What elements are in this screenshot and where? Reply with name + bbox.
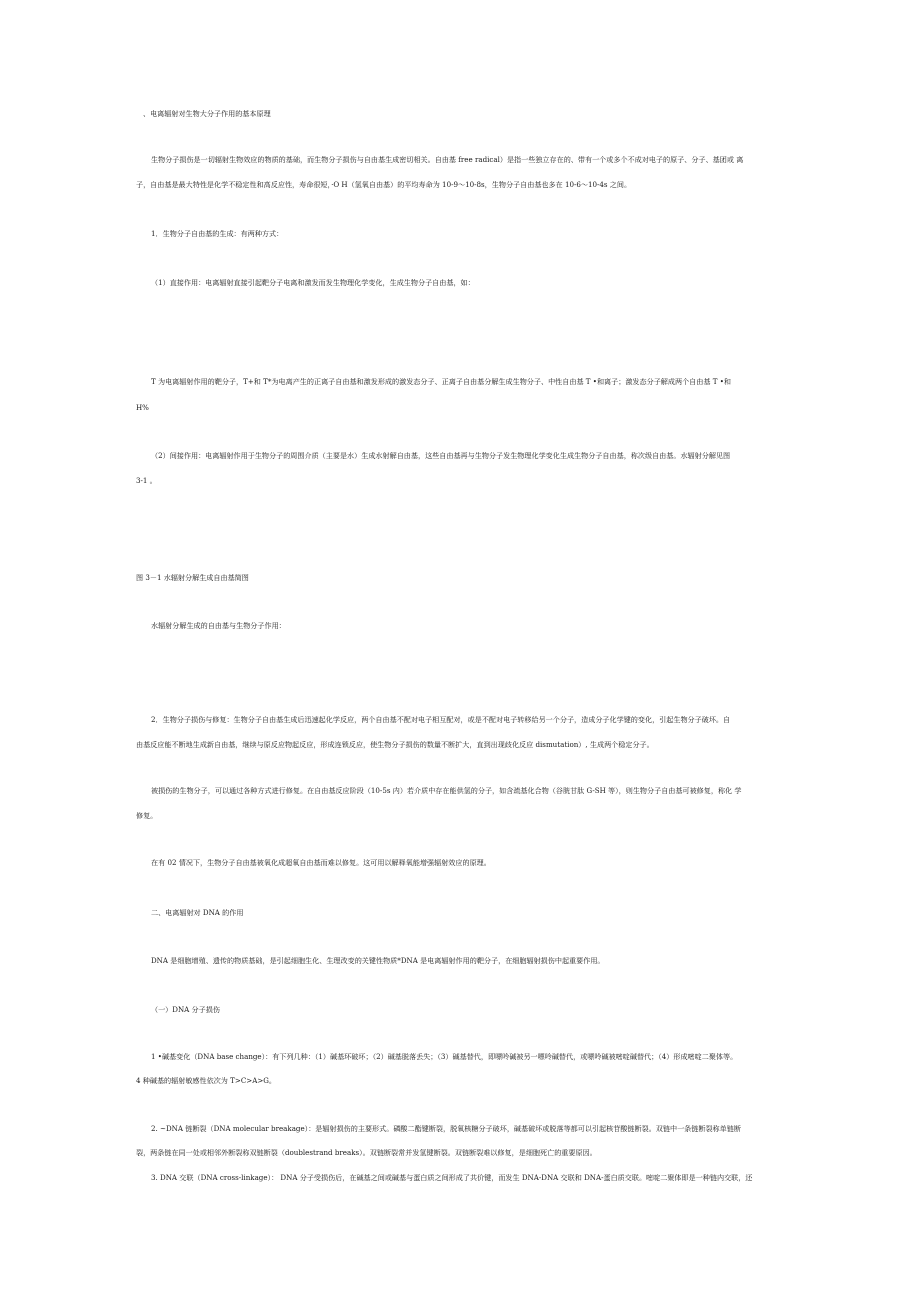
repair-line-2: 修复。 [136, 811, 158, 820]
water-radicals-line: 水辐射分解生成的自由基与生物分子作用： [151, 621, 286, 630]
item-1-indirect-action-line-1: （2）间接作用：电离辐射作用于生物分子的周围介质（主要是水）生成水射解自由基，这些自由基再与生物分子发生物理化学变化生成生物分子自由基，称次级自由基。水辐射分解见图 [151, 451, 731, 460]
item-2-line-1: 2．生物分子损伤与修复：生物分子自由基生成后迅速起化学反应，两个自由基不配对电子相互配对，或是不配对电子转移给另一个分子，造成分子化学键的变化，引起生物分子破坏。自 [151, 715, 731, 724]
base-change-line-2: 4 种碱基的辐射敏感性依次为 T>C>A>G。 [136, 1076, 277, 1085]
item-1-indirect-action-line-2: 3-1 。 [136, 476, 157, 485]
dna-intro-line: DNA 是细胞增殖、遗传的物质基础，是引起细胞生化、生理改变的关键性物质*DNA 是电离辐射作用的靶分子，在细胞辐射损伤中起重要作用。 [151, 956, 605, 965]
oxygen-effect-line: 在有 02 情况下，生物分子自由基被氧化成超氧自由基而难以修复。这可用以解释氧能增强辐射效应的原理。 [151, 858, 491, 867]
section-heading-1: 、电离辐射对生物大分子作用的基本原理 [143, 109, 271, 118]
cross-linkage-line: 3. DNA 交联（DNA cross-linkage）： DNA 分子受损伤后，在碱基之间或碱基与蛋白质之间形成了共价键，而发生 DNA-DNA 交联和 DNA-蛋白质交联。嘧啶二聚体即是一种链内交联，还 [151, 1173, 753, 1182]
base-change-line-1: 1 •碱基变化（DNA base change）：有下列几种：（1）碱基环破坏；（2）碱基脱落丢失；（3）碱基替代，即嘌呤碱被另一嘌呤碱替代，或嘌呤碱被嘧啶碱替代；（4）形成嘧啶二聚体等。 [151, 1052, 738, 1061]
item-2-line-2: 由基反应能不断地生成新自由基，继续与原反应物起反应，形成连锁反应，使生物分子损伤的数量不断扩大，直到出现歧化反应 dismutation）, 生成两个稳定分子。 [136, 740, 654, 749]
target-molecule-desc-line-2: H% [136, 403, 149, 412]
paragraph-intro-line-2: 子，自由基是最大特性是化学不稳定性和高反应性，寿命很短，·O H（氢氧自由基）的平均寿命为 10-9～10-8s，生物分子自由基也多在 10-6～10-4s 之间。 [136, 180, 632, 189]
subheading-dna-damage: （一）DNA 分子损伤 [151, 1005, 220, 1014]
item-1-direct-action: （1）直接作用：电离辐射直接引起靶分子电离和激发而发生物理化学变化，生成生物分子自由基，如： [151, 278, 475, 287]
paragraph-intro-line-1: 生物分子损伤是一切辐射生物效应的物质的基础，而生物分子损伤与自由基生成密切相关。自由基 free radical）是指一些独立存在的、带有一个或多个不成对电子的原子、分子、基团或 离 [151, 155, 744, 164]
repair-line-1: 被损伤的生物分子，可以通过各种方式进行修复。在自由基反应阶段（10-5s 内）若介质中存在能供氢的分子，如含巯基化合物（谷胱甘肽 G-SH 等），则生物分子自由基可被修复，称化 学 [151, 786, 742, 795]
strand-breakage-line-1: 2. ~DNA 链断裂（DNA molecular breakage）：是辐射损伤的主要形式。磷酸二酯键断裂，脱氧核糖分子破坏，碱基破坏或脱落等都可以引起核苷酸链断裂。双链中一条链断裂称单链断 [151, 1124, 741, 1133]
figure-caption: 图 3－1 水辐射分解生成自由基简图 [136, 573, 249, 582]
strand-breakage-line-2: 裂，两条链在同一处或相邻外断裂称双链断裂（doublestrand breaks）。双链断裂常并发氢键断裂。双链断裂难以修复，是细胞死亡的重要原因。 [136, 1148, 597, 1157]
section-heading-2: 二、电离辐射对 DNA 的作用 [151, 908, 244, 917]
item-1-title: 1．生物分子自由基的生成：有两种方式： [151, 229, 284, 238]
target-molecule-desc-line-1: T 为电离辐射作用的靶分子，T+和 T*为电离产生的正离子自由基和激发形成的激发态分子、正离子自由基分解生成生物分子、中性自由基 T •和离子；激发态分子解成两个自由基 T •和 [151, 377, 731, 386]
